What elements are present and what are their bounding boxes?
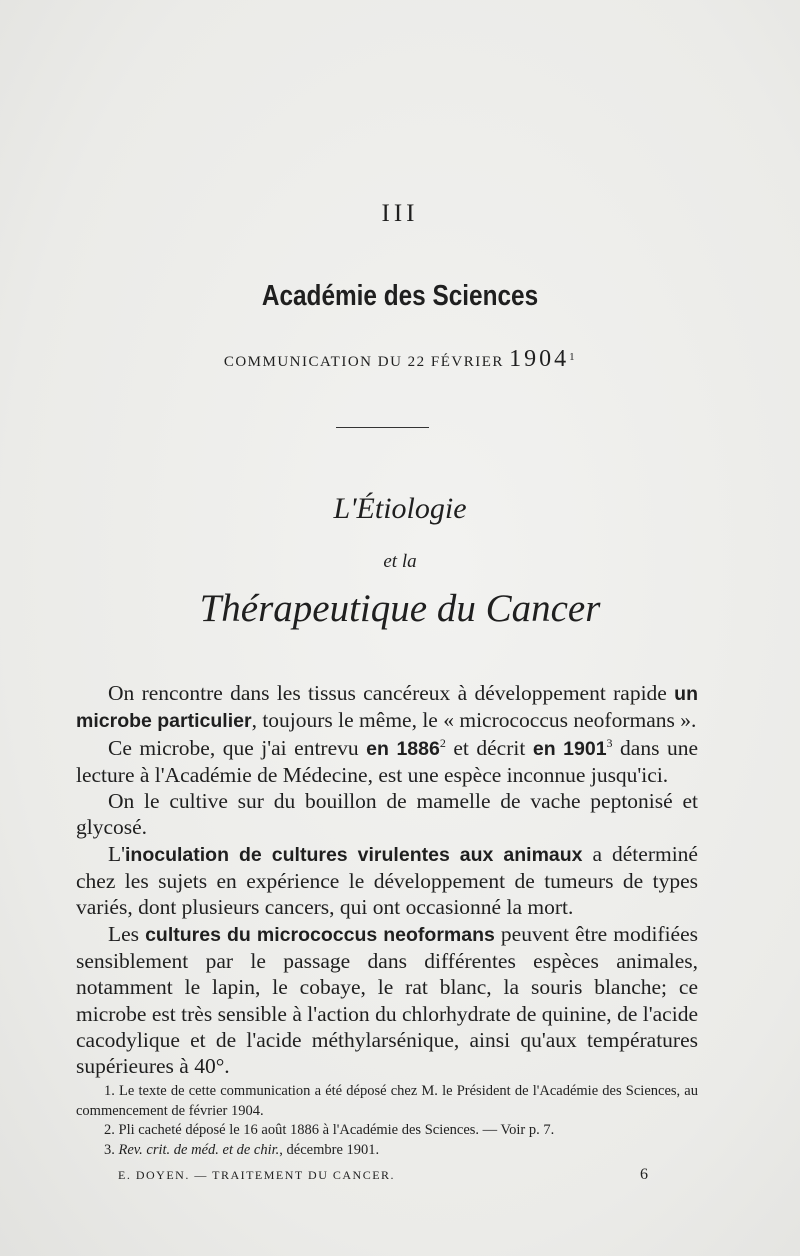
- paragraph-1: On rencontre dans les tissus cancéreux à développement rapide un microbe particulier, toujours le même, le « micrococcus neoformans ».: [76, 681, 698, 733]
- emphasis-1886: en 1886: [366, 737, 440, 760]
- paragraph-5: Les cultures du micrococcus neoformans peuvent être modifiées sensiblement par le passage dans différentes espèces animales, notamment le lapin, le cobaye, le rat blanc, la souris blanche; ce microbe est très sensible à l'action du chlorhydrate de quinine, de l'acide cacodylique et de l'acide méthylarsénique, ainsi qu'aux températures supérieures à 40°.: [76, 921, 699, 1079]
- communication-label: COMMUNICATION DU 22 FÉVRIER: [223, 354, 504, 370]
- communication-date: [0, 346, 800, 373]
- section-divider: [336, 427, 429, 428]
- emphasis-microbe: un microbe particulier: [76, 683, 698, 733]
- footnotes: [76, 1082, 698, 1160]
- title-line-1: L'Étiologie: [333, 492, 467, 525]
- footnote-2: 2. Pli cacheté déposé le 16 août 1886 à l'Académie des Sciences. — Voir p. 7.: [104, 1122, 555, 1138]
- emphasis-cultures: cultures du micrococcus neoformans: [145, 923, 495, 946]
- emphasis-1901: en 1901: [532, 737, 607, 760]
- chapter-number: III: [381, 200, 419, 227]
- title-line-2: et la: [383, 551, 417, 572]
- venue-heading: Académie des Sciences: [261, 280, 539, 312]
- communication-year: 1904: [509, 346, 570, 372]
- footnote-ref-3: 3: [606, 735, 613, 750]
- paragraph-3: On le cultive sur du bouillon de mamelle de vache peptonisé et glycosé.: [76, 789, 698, 840]
- footnote-ref-1: 1: [569, 351, 577, 363]
- running-footer: E. DOYEN. — TRAITEMENT DU CANCER.: [118, 1168, 396, 1182]
- emphasis-inoculation: inoculation de cultures virulentes aux animaux: [125, 843, 583, 866]
- body-text: [76, 680, 698, 1079]
- journal-title: Rev. crit. de méd. et de chir.: [118, 1141, 280, 1158]
- page-number: 6: [640, 1166, 648, 1183]
- title-line-3: Thérapeutique du Cancer: [199, 587, 601, 630]
- footnote-ref-2: 2: [439, 735, 446, 750]
- paragraph-4: L'inoculation de cultures virulentes aux animaux a déterminé chez les sujets en expérience le développement de tumeurs de types variés, dont plusieurs cancers, qui ont occasionné la mort.: [76, 841, 698, 920]
- paragraph-2: Ce microbe, que j'ai entrevu en 1886$^2$ et décrit en 1901$^3$ dans une lecture à l'Académie de Médecine, est une espèce inconnue jusqu'ici.: [76, 735, 699, 787]
- footnote-3: 3. Rev. crit. de méd. et de chir., décembre 1901.: [104, 1141, 380, 1158]
- footnote-1: 1. Le texte de cette communication a été déposé chez M. le Président de l'Académie des Sciences, au commencement de février 1904.: [76, 1083, 698, 1119]
